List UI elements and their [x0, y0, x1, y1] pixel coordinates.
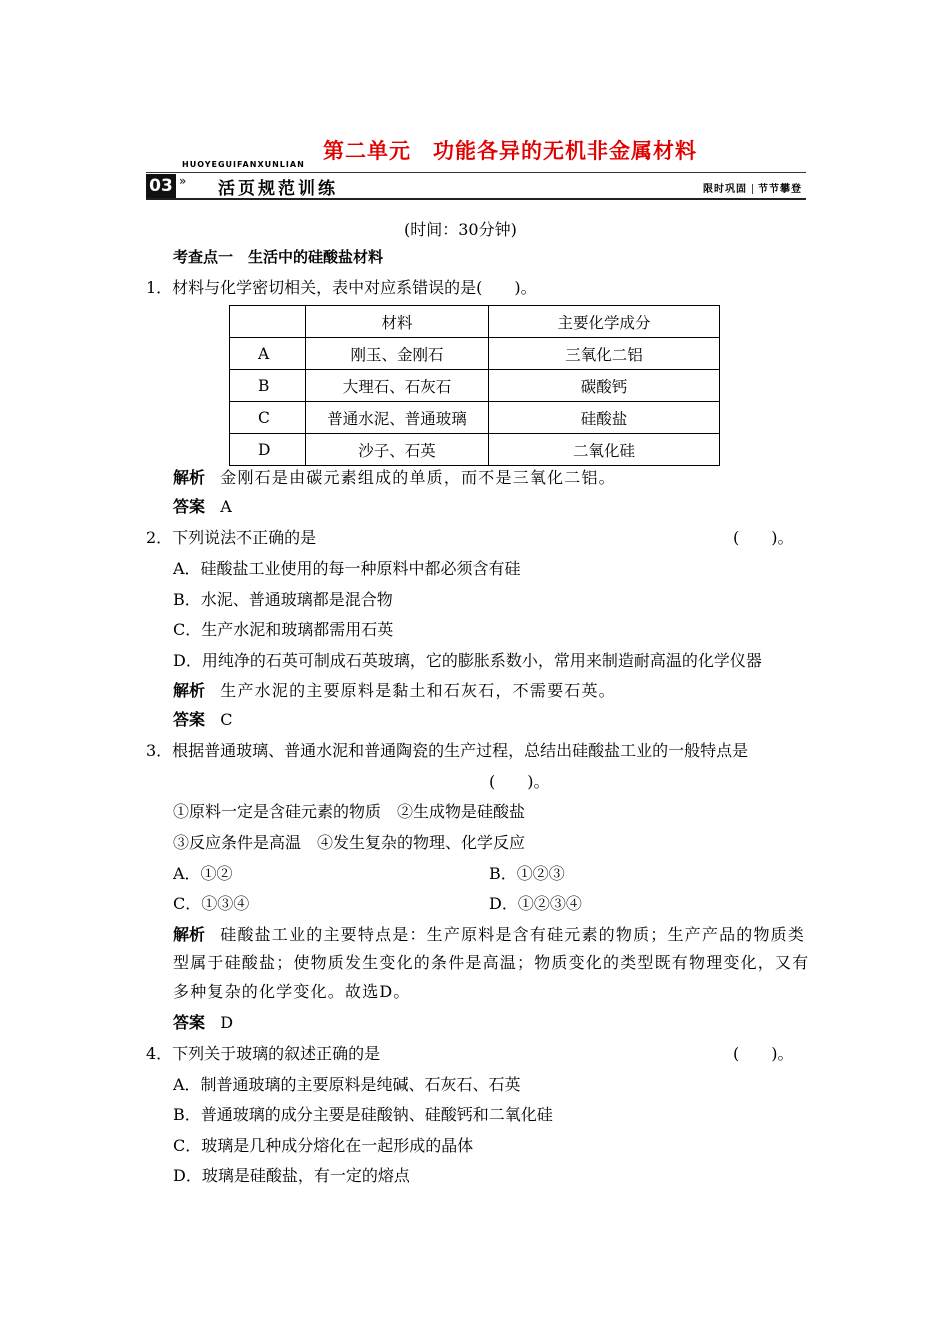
- answer-label: 答案: [173, 497, 206, 516]
- table-header-row: [230, 306, 720, 338]
- answer-label: 答案: [173, 710, 206, 729]
- question-2-option-a: A．硅酸盐工业使用的每一种原料中都必须含有硅: [173, 559, 521, 578]
- table-cell: 沙子、石英: [306, 434, 489, 466]
- answer-1: [173, 494, 232, 517]
- analysis-label: 解析: [173, 468, 206, 487]
- banner-number: 03: [146, 174, 176, 198]
- table-row: [230, 338, 720, 370]
- question-2-paren: ( )。: [733, 528, 794, 547]
- table-cell: 三氧化二铝: [489, 338, 720, 370]
- table-cell: C: [230, 402, 306, 434]
- question-2-option-c: C．生产水泥和玻璃都需用石英: [173, 620, 394, 639]
- table-cell: 刚玉、金刚石: [306, 338, 489, 370]
- question-4-option-b: B．普通玻璃的成分主要是硅酸钠、硅酸钙和二氧化硅: [173, 1105, 553, 1124]
- analysis-text: 硅酸盐工业的主要特点是：生产原料是含有硅元素的物质；生产产品的物质类: [220, 925, 806, 944]
- question-3-option-b: B．①②③: [489, 864, 565, 883]
- time-note: (时间：30分钟): [404, 220, 517, 239]
- banner-section-title: 活页规范训练: [218, 179, 338, 199]
- analysis-label: 解析: [173, 681, 206, 700]
- analysis-1: [173, 465, 616, 488]
- double-chevron-icon: »: [179, 174, 187, 188]
- answer-value: D: [220, 1013, 234, 1032]
- analysis-3-line-3: 多种复杂的化学变化。故选D。: [173, 982, 411, 1001]
- table-row: [230, 370, 720, 402]
- analysis-3-line-2: 型属于硅酸盐；使物质发生变化的条件是高温；物质变化的类型既有物理变化，又有: [173, 953, 810, 972]
- question-3-stem: 3．根据普通玻璃、普通水泥和普通陶瓷的生产过程，总结出硅酸盐工业的一般特点是: [146, 741, 749, 760]
- question-3-items-1: ①原料一定是含硅元素的物质 ②生成物是硅酸盐: [173, 802, 526, 821]
- question-2-option-b: B．水泥、普通玻璃都是混合物: [173, 590, 393, 609]
- question-2-stem: 2．下列说法不正确的是: [146, 528, 317, 547]
- table-header-cell: 材料: [306, 306, 489, 338]
- table-row: [230, 402, 720, 434]
- table-cell: 硅酸盐: [489, 402, 720, 434]
- materials-table: [229, 305, 720, 466]
- banner-right-label: [703, 180, 802, 195]
- section-banner: [146, 160, 806, 200]
- table-cell: D: [230, 434, 306, 466]
- question-3-paren: ( )。: [489, 772, 550, 791]
- table-cell: 二氧化硅: [489, 434, 720, 466]
- table-cell: 普通水泥、普通玻璃: [306, 402, 489, 434]
- question-3-items-2: ③反应条件是高温 ④发生复杂的物理、化学反应: [173, 833, 526, 852]
- question-3-option-a: A．①②: [173, 864, 233, 883]
- answer-value: C: [220, 710, 233, 729]
- question-3-option-c: C．①③④: [173, 894, 250, 913]
- answer-3: [173, 1010, 233, 1033]
- page-title: 第二单元 功能各异的无机非金属材料: [323, 139, 697, 163]
- analysis-2: [173, 678, 616, 701]
- question-4-paren: ( )。: [733, 1044, 794, 1063]
- table-row: [230, 434, 720, 466]
- answer-label: 答案: [173, 1013, 206, 1032]
- topic-heading: 考查点一 生活中的硅酸盐材料: [173, 248, 384, 266]
- answer-value: A: [220, 497, 232, 516]
- question-4-stem: 4．下列关于玻璃的叙述正确的是: [146, 1044, 381, 1063]
- analysis-text: 生产水泥的主要原料是黏土和石灰石，不需要石英。: [220, 681, 616, 700]
- table-header-cell: 主要化学成分: [489, 306, 720, 338]
- table-cell: B: [230, 370, 306, 402]
- analysis-text: 金刚石是由碳元素组成的单质，而不是三氧化二铝。: [220, 468, 616, 487]
- table-header-cell: [230, 306, 306, 338]
- table-cell: 大理石、石灰石: [306, 370, 489, 402]
- question-2-option-d: D．用纯净的石英可制成石英玻璃，它的膨胀系数小，常用来制造耐高温的化学仪器: [173, 651, 762, 670]
- question-4-option-c: C．玻璃是几种成分熔化在一起形成的晶体: [173, 1136, 474, 1155]
- question-4-option-a: A．制普通玻璃的主要原料是纯碱、石灰石、石英: [173, 1075, 521, 1094]
- banner-top-rule: [146, 172, 806, 173]
- banner-right-a: 限时巩固: [703, 184, 747, 195]
- analysis-label: 解析: [173, 925, 206, 944]
- analysis-3: [173, 922, 805, 945]
- banner-right-b: 节节攀登: [758, 184, 802, 195]
- question-4-option-d: D．玻璃是硅酸盐，有一定的熔点: [173, 1166, 410, 1185]
- question-1-stem: 1．材料与化学密切相关，表中对应系错误的是( )。: [146, 278, 537, 297]
- banner-separator: [752, 184, 753, 194]
- answer-2: [173, 707, 233, 730]
- banner-pinyin: HUOYEGUIFANXUNLIAN: [182, 160, 305, 169]
- table-cell: 碳酸钙: [489, 370, 720, 402]
- question-3-option-d: D．①②③④: [489, 894, 582, 913]
- table-cell: A: [230, 338, 306, 370]
